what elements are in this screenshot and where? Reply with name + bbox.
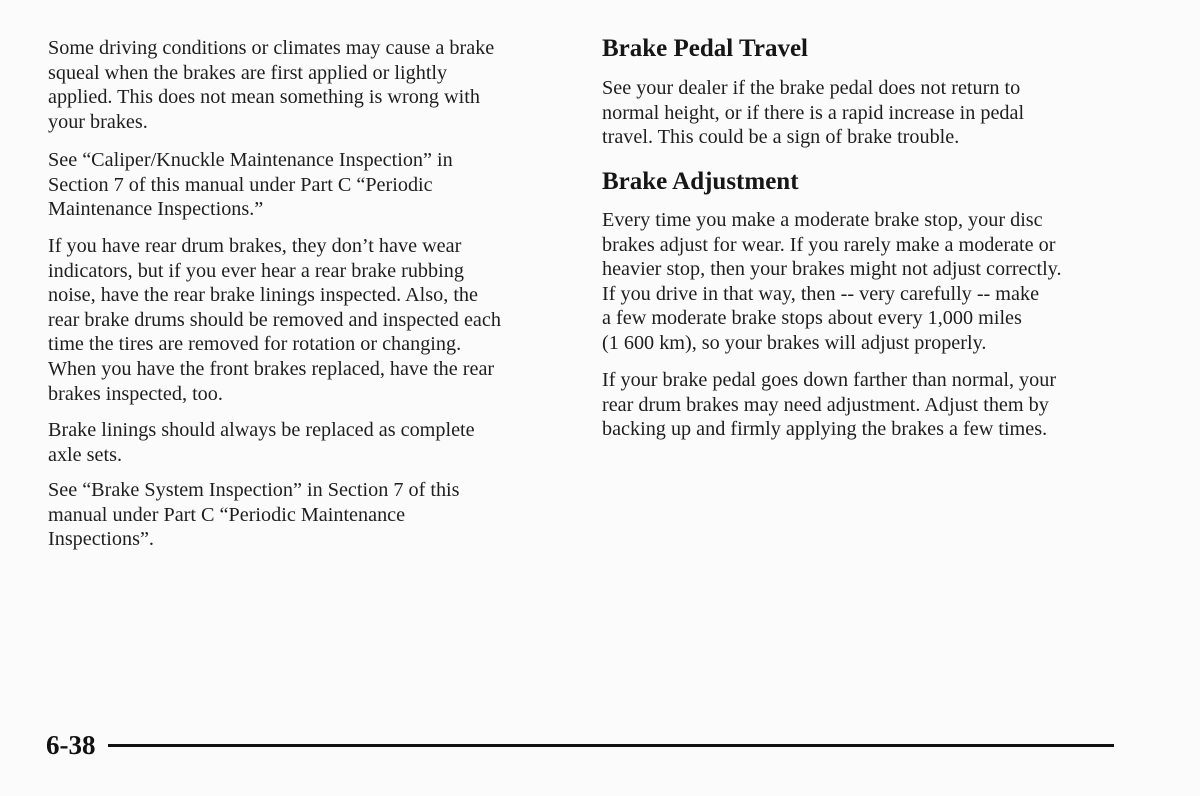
paragraph-line: When you have the front brakes replaced, have the rear: [48, 357, 495, 380]
paragraph-line: your brakes.: [48, 110, 148, 133]
paragraph-line: If you have rear drum brakes, they don’t have wear: [48, 235, 462, 257]
paragraph-line: backing up and firmly applying the brakes a few times.: [602, 418, 1048, 441]
paragraph-line: Some driving conditions or climates may cause a brake: [48, 37, 495, 59]
paragraph-line: indicators, but if you ever hear a rear brake rubbing: [48, 259, 464, 282]
paragraph-line: brakes inspected, too.: [48, 382, 223, 405]
brake-squeal-paragraph: [48, 36, 494, 134]
paragraph-line: squeal when the brakes are first applied or lightly: [48, 61, 448, 84]
paragraph-line: If your brake pedal goes down farther than normal, your: [602, 369, 1057, 391]
paragraph-line: Inspections”.: [48, 528, 154, 551]
paragraph-line: travel. This could be a sign of brake trouble.: [602, 126, 960, 149]
rear-drum-brakes-paragraph: [48, 234, 501, 406]
brake-linings-paragraph: [48, 418, 475, 467]
caliper-inspection-paragraph: [48, 148, 453, 222]
paragraph-line: See your dealer if the brake pedal does not return to: [602, 77, 1021, 99]
paragraph-line: heavier stop, then your brakes might not adjust correctly.: [602, 258, 1062, 281]
paragraph-line: (1 600 km), so your brakes will adjust properly.: [602, 331, 987, 354]
paragraph-line: Section 7 of this manual under Part C “Periodic: [48, 173, 433, 196]
paragraph-line: manual under Part C “Periodic Maintenance: [48, 503, 406, 526]
footer-rule: [108, 744, 1114, 747]
brake-pedal-travel-heading: Brake Pedal Travel: [602, 35, 808, 62]
paragraph-line: rear drum brakes may need adjustment. Adjust them by: [602, 393, 1049, 416]
paragraph-line: Every time you make a moderate brake stop, your disc: [602, 209, 1043, 231]
paragraph-line: Brake linings should always be replaced as complete: [48, 419, 475, 441]
paragraph-line: See “Caliper/Knuckle Maintenance Inspection” in: [48, 149, 453, 171]
paragraph-line: If you drive in that way, then -- very carefully -- make: [602, 282, 1040, 305]
page-footer: [46, 728, 1116, 764]
paragraph-line: a few moderate brake stops about every 1,000 miles: [602, 307, 1022, 330]
brake-pedal-travel-paragraph: [602, 76, 1024, 150]
paragraph-line: brakes adjust for wear. If you rarely make a moderate or: [602, 233, 1056, 256]
brake-system-inspection-paragraph: [48, 478, 460, 552]
brake-pedal-farther-paragraph: [602, 368, 1056, 442]
paragraph-line: Maintenance Inspections.”: [48, 198, 264, 221]
paragraph-line: time the tires are removed for rotation or changing.: [48, 333, 462, 356]
paragraph-line: applied. This does not mean something is wrong with: [48, 86, 480, 109]
brake-adjustment-heading: Brake Adjustment: [602, 168, 799, 195]
paragraph-line: rear brake drums should be removed and inspected each: [48, 308, 501, 331]
paragraph-line: normal height, or if there is a rapid increase in pedal: [602, 101, 1025, 124]
brake-adjustment-paragraph: [602, 208, 1062, 356]
paragraph-line: noise, have the rear brake linings inspected. Also, the: [48, 284, 478, 307]
paragraph-line: axle sets.: [48, 443, 122, 466]
paragraph-line: See “Brake System Inspection” in Section 7 of this: [48, 479, 460, 501]
page-number: 6-38: [46, 730, 96, 760]
